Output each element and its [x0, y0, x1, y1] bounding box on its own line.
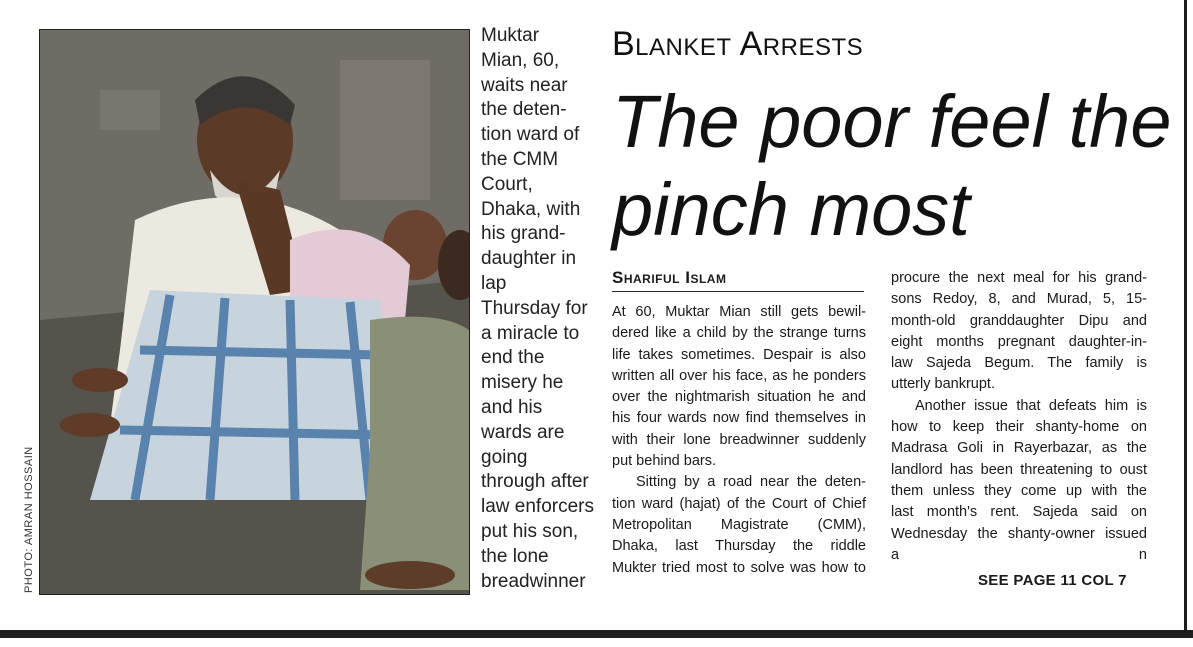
caption-line: waits near — [481, 74, 568, 96]
caption-line: his grand- — [481, 223, 566, 245]
body-line: tion ward (hajat) of the Court of Chief — [612, 495, 866, 512]
body-line: life takes sometimes. Despair is also — [612, 346, 866, 363]
body-line: Madrasa Goli in Rayerbazar, as the — [891, 440, 1147, 457]
caption-line: the CMM — [481, 148, 559, 170]
caption-line: tion ward of — [481, 124, 580, 146]
caption-line: Thursday for — [481, 297, 588, 319]
caption-line: law enforcers — [481, 496, 594, 518]
body-line: how to keep their shanty-home on — [891, 419, 1147, 436]
body-line: written all over his face, as he ponders — [612, 367, 866, 384]
article-column-1 — [612, 302, 866, 579]
caption-line: end the — [481, 347, 545, 369]
body-line: last month's rent. Sajeda said on — [891, 504, 1147, 521]
body-line: dered like a child by the strange turns — [612, 325, 866, 342]
body-line: Dhaka, last Thursday the riddle — [612, 538, 866, 555]
headline-line: The poor feel the — [612, 80, 1172, 163]
headline — [612, 78, 1192, 254]
caption-line: Dhaka, with — [481, 198, 581, 220]
body-line: eight months pregnant daughter-in- — [891, 333, 1147, 350]
caption-line: lap — [481, 272, 507, 294]
byline: Shariful Islam — [612, 268, 864, 292]
caption-line: wards are — [481, 421, 565, 443]
photo-credit: PHOTO: AMRAN HOSSAIN — [23, 446, 35, 593]
caption-line: going — [481, 446, 528, 468]
body-line: a n — [891, 546, 1147, 563]
kicker: Blanket Arrests — [612, 25, 864, 63]
caption-line: the deten- — [481, 99, 567, 121]
article-column-2 — [891, 268, 1147, 566]
photo-illustration — [40, 30, 469, 594]
continued-on-jump: SEE PAGE 11 COL 7 — [978, 572, 1127, 589]
caption-line: Muktar — [481, 25, 540, 46]
photo-caption — [481, 24, 594, 594]
caption-line: through after — [481, 471, 589, 493]
caption-line: Mian, 60, — [481, 49, 560, 71]
caption-line: a miracle to — [481, 322, 580, 344]
body-line: sons Redoy, 8, and Murad, 5, 15- — [891, 291, 1147, 308]
body-line: Another issue that defeats him is — [915, 397, 1147, 414]
caption-line: the lone — [481, 545, 549, 567]
caption-line: put his son, — [481, 520, 579, 542]
body-line: At 60, Muktar Mian still gets bewil- — [612, 304, 866, 320]
caption-line: breadwinner — [481, 570, 586, 592]
caption-line: Court, — [481, 173, 533, 195]
body-line: them unless they come up with the — [891, 482, 1147, 499]
body-line: Mukter tried most to solve was how to — [612, 559, 866, 576]
body-line: his four wards now find themselves in — [612, 410, 866, 427]
body-line: law Sajeda Begum. The family is — [891, 355, 1147, 372]
body-line: Wednesday the shanty-owner issued — [891, 525, 1147, 542]
page-border-bottom — [0, 630, 1193, 638]
body-line: put behind bars. — [612, 453, 716, 470]
caption-line: and his — [481, 396, 543, 418]
body-line: Metropolitan Magistrate (CMM), — [612, 516, 866, 533]
caption-line: daughter in — [481, 248, 577, 270]
news-photo — [39, 29, 470, 595]
body-line: utterly bankrupt. — [891, 376, 995, 393]
body-line: landlord has been threatening to oust — [891, 461, 1147, 478]
caption-line: misery he — [481, 372, 564, 394]
body-line: Sitting by a road near the deten- — [636, 474, 866, 491]
body-line: procure the next meal for his grand- — [891, 270, 1147, 286]
body-line: over the nightmarish situation he and — [612, 389, 866, 406]
body-line: with their lone breadwinner suddenly — [612, 431, 866, 448]
body-line: month-old granddaughter Dipu and — [891, 312, 1147, 329]
headline-line: pinch most — [612, 168, 970, 251]
